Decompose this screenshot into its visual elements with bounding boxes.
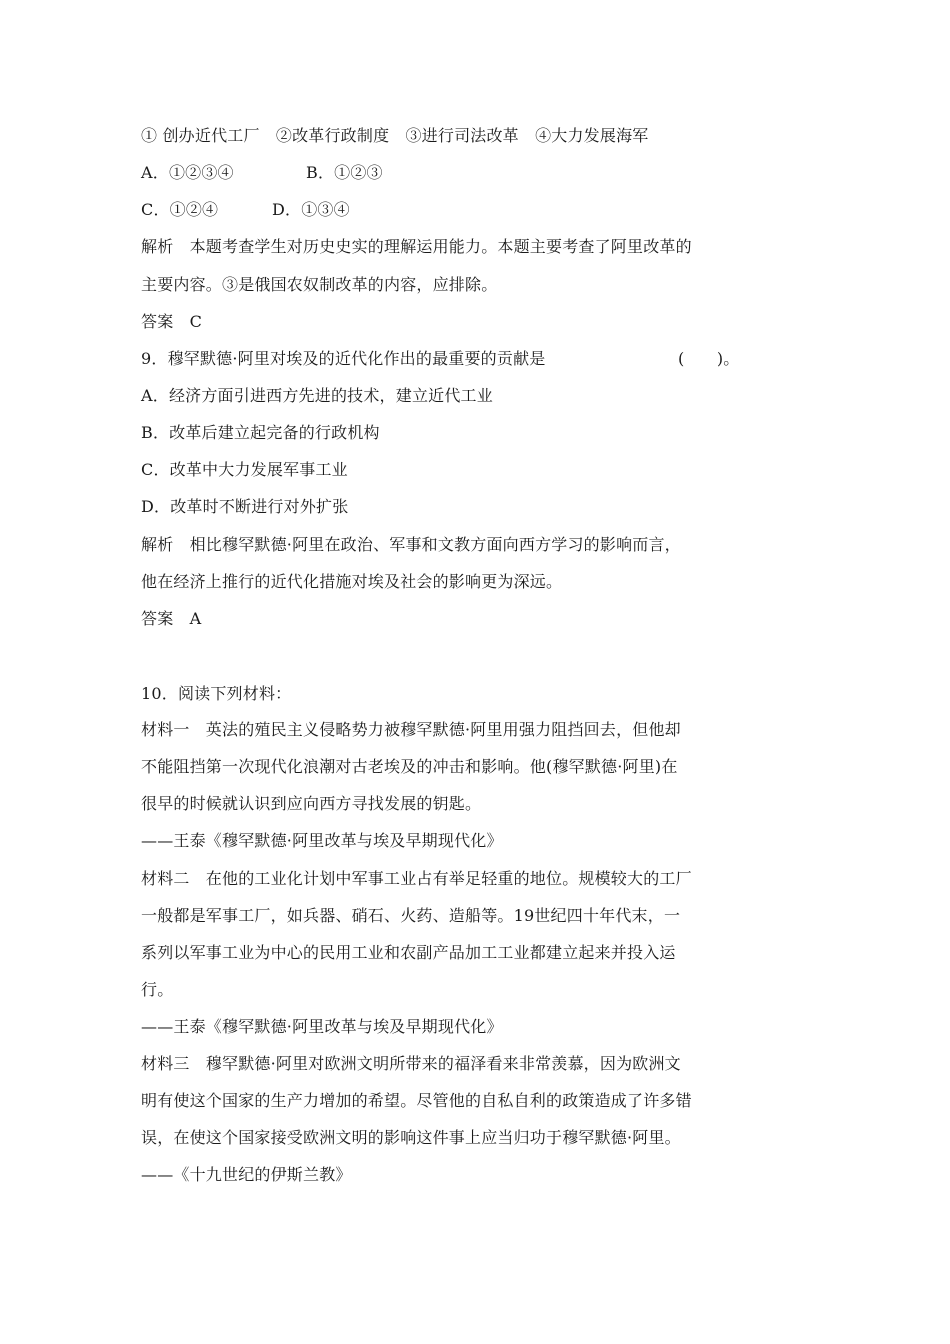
q10-material-3-line-1: 材料三 穆罕默德·阿里对欧洲文明所带来的福泽看来非常羡慕，因为欧洲文 [141, 1054, 681, 1073]
q9-stem-row [141, 349, 761, 369]
q9-analysis-line-1: 解析 相比穆罕默德·阿里在政治、军事和文教方面向西方学习的影响而言， [141, 535, 681, 554]
q9-option-b: B．改革后建立起完备的行政机构 [141, 423, 380, 442]
q9-option-d: D．改革时不断进行对外扩张 [141, 497, 349, 516]
q9-analysis-line-2: 他在经济上推行的近代化措施对埃及社会的影响更为深远。 [141, 572, 563, 591]
q8-option-a: A．①②③④ [141, 163, 234, 182]
q8-analysis-line-2: 主要内容。③是俄国农奴制改革的内容，应排除。 [141, 275, 498, 294]
q10-material-2-line-1: 材料二 在他的工业化计划中军事工业占有举足轻重的地位。规模较大的工厂 [141, 869, 692, 888]
q10-stem: 10．阅读下列材料： [141, 684, 292, 703]
q8-items: ① 创办近代工厂 ②改革行政制度 ③进行司法改革 ④大力发展海军 [141, 126, 649, 145]
q8-option-c: C．①②④ [141, 200, 219, 219]
q9-stem: 9．穆罕默德·阿里对埃及的近代化作出的最重要的贡献是 [141, 349, 546, 368]
q8-options-row2 [141, 200, 741, 220]
q10-material-2-line-4: 行。 [141, 980, 174, 999]
q10-material-1-line-3: 很早的时候就认识到应向西方寻找发展的钥匙。 [141, 794, 482, 813]
q9-option-a: A．经济方面引进西方先进的技术，建立近代工业 [141, 386, 493, 405]
q10-material-2-line-3: 系列以军事工业为中心的民用工业和农副产品加工工业都建立起来并投入运 [141, 943, 676, 962]
q9-answer-parentheses: ( )。 [678, 349, 740, 368]
q8-answer: 答案 C [141, 312, 203, 331]
q10-material-1-line-1: 材料一 英法的殖民主义侵略势力被穆罕默德·阿里用强力阻挡回去，但他却 [141, 720, 681, 739]
q8-analysis-line-1: 解析 本题考查学生对历史史实的理解运用能力。本题主要考查了阿里改革的 [141, 237, 692, 256]
q9-answer: 答案 A [141, 609, 202, 628]
q9-option-c: C．改革中大力发展军事工业 [141, 460, 348, 479]
q10-material-2-source: ——王泰《穆罕默德·阿里改革与埃及早期现代化》 [141, 1017, 503, 1036]
q8-option-d: D．①③④ [272, 200, 350, 219]
q10-material-1-source: ——王泰《穆罕默德·阿里改革与埃及早期现代化》 [141, 831, 503, 850]
q8-options-row1 [141, 163, 741, 183]
q10-material-1-line-2: 不能阻挡第一次现代化浪潮对古老埃及的冲击和影响。他(穆罕默德·阿里)在 [141, 757, 678, 776]
q10-material-3-source: ——《十九世纪的伊斯兰教》 [141, 1165, 352, 1184]
q10-material-2-line-2: 一般都是军事工厂，如兵器、硝石、火药、造船等。19世纪四十年代末，一 [141, 906, 681, 925]
q8-option-b: B．①②③ [306, 163, 383, 182]
q10-material-3-line-3: 误，在使这个国家接受欧洲文明的影响这件事上应当归功于穆罕默德·阿里。 [141, 1128, 681, 1147]
q10-material-3-line-2: 明有使这个国家的生产力增加的希望。尽管他的自私自利的政策造成了许多错 [141, 1091, 692, 1110]
